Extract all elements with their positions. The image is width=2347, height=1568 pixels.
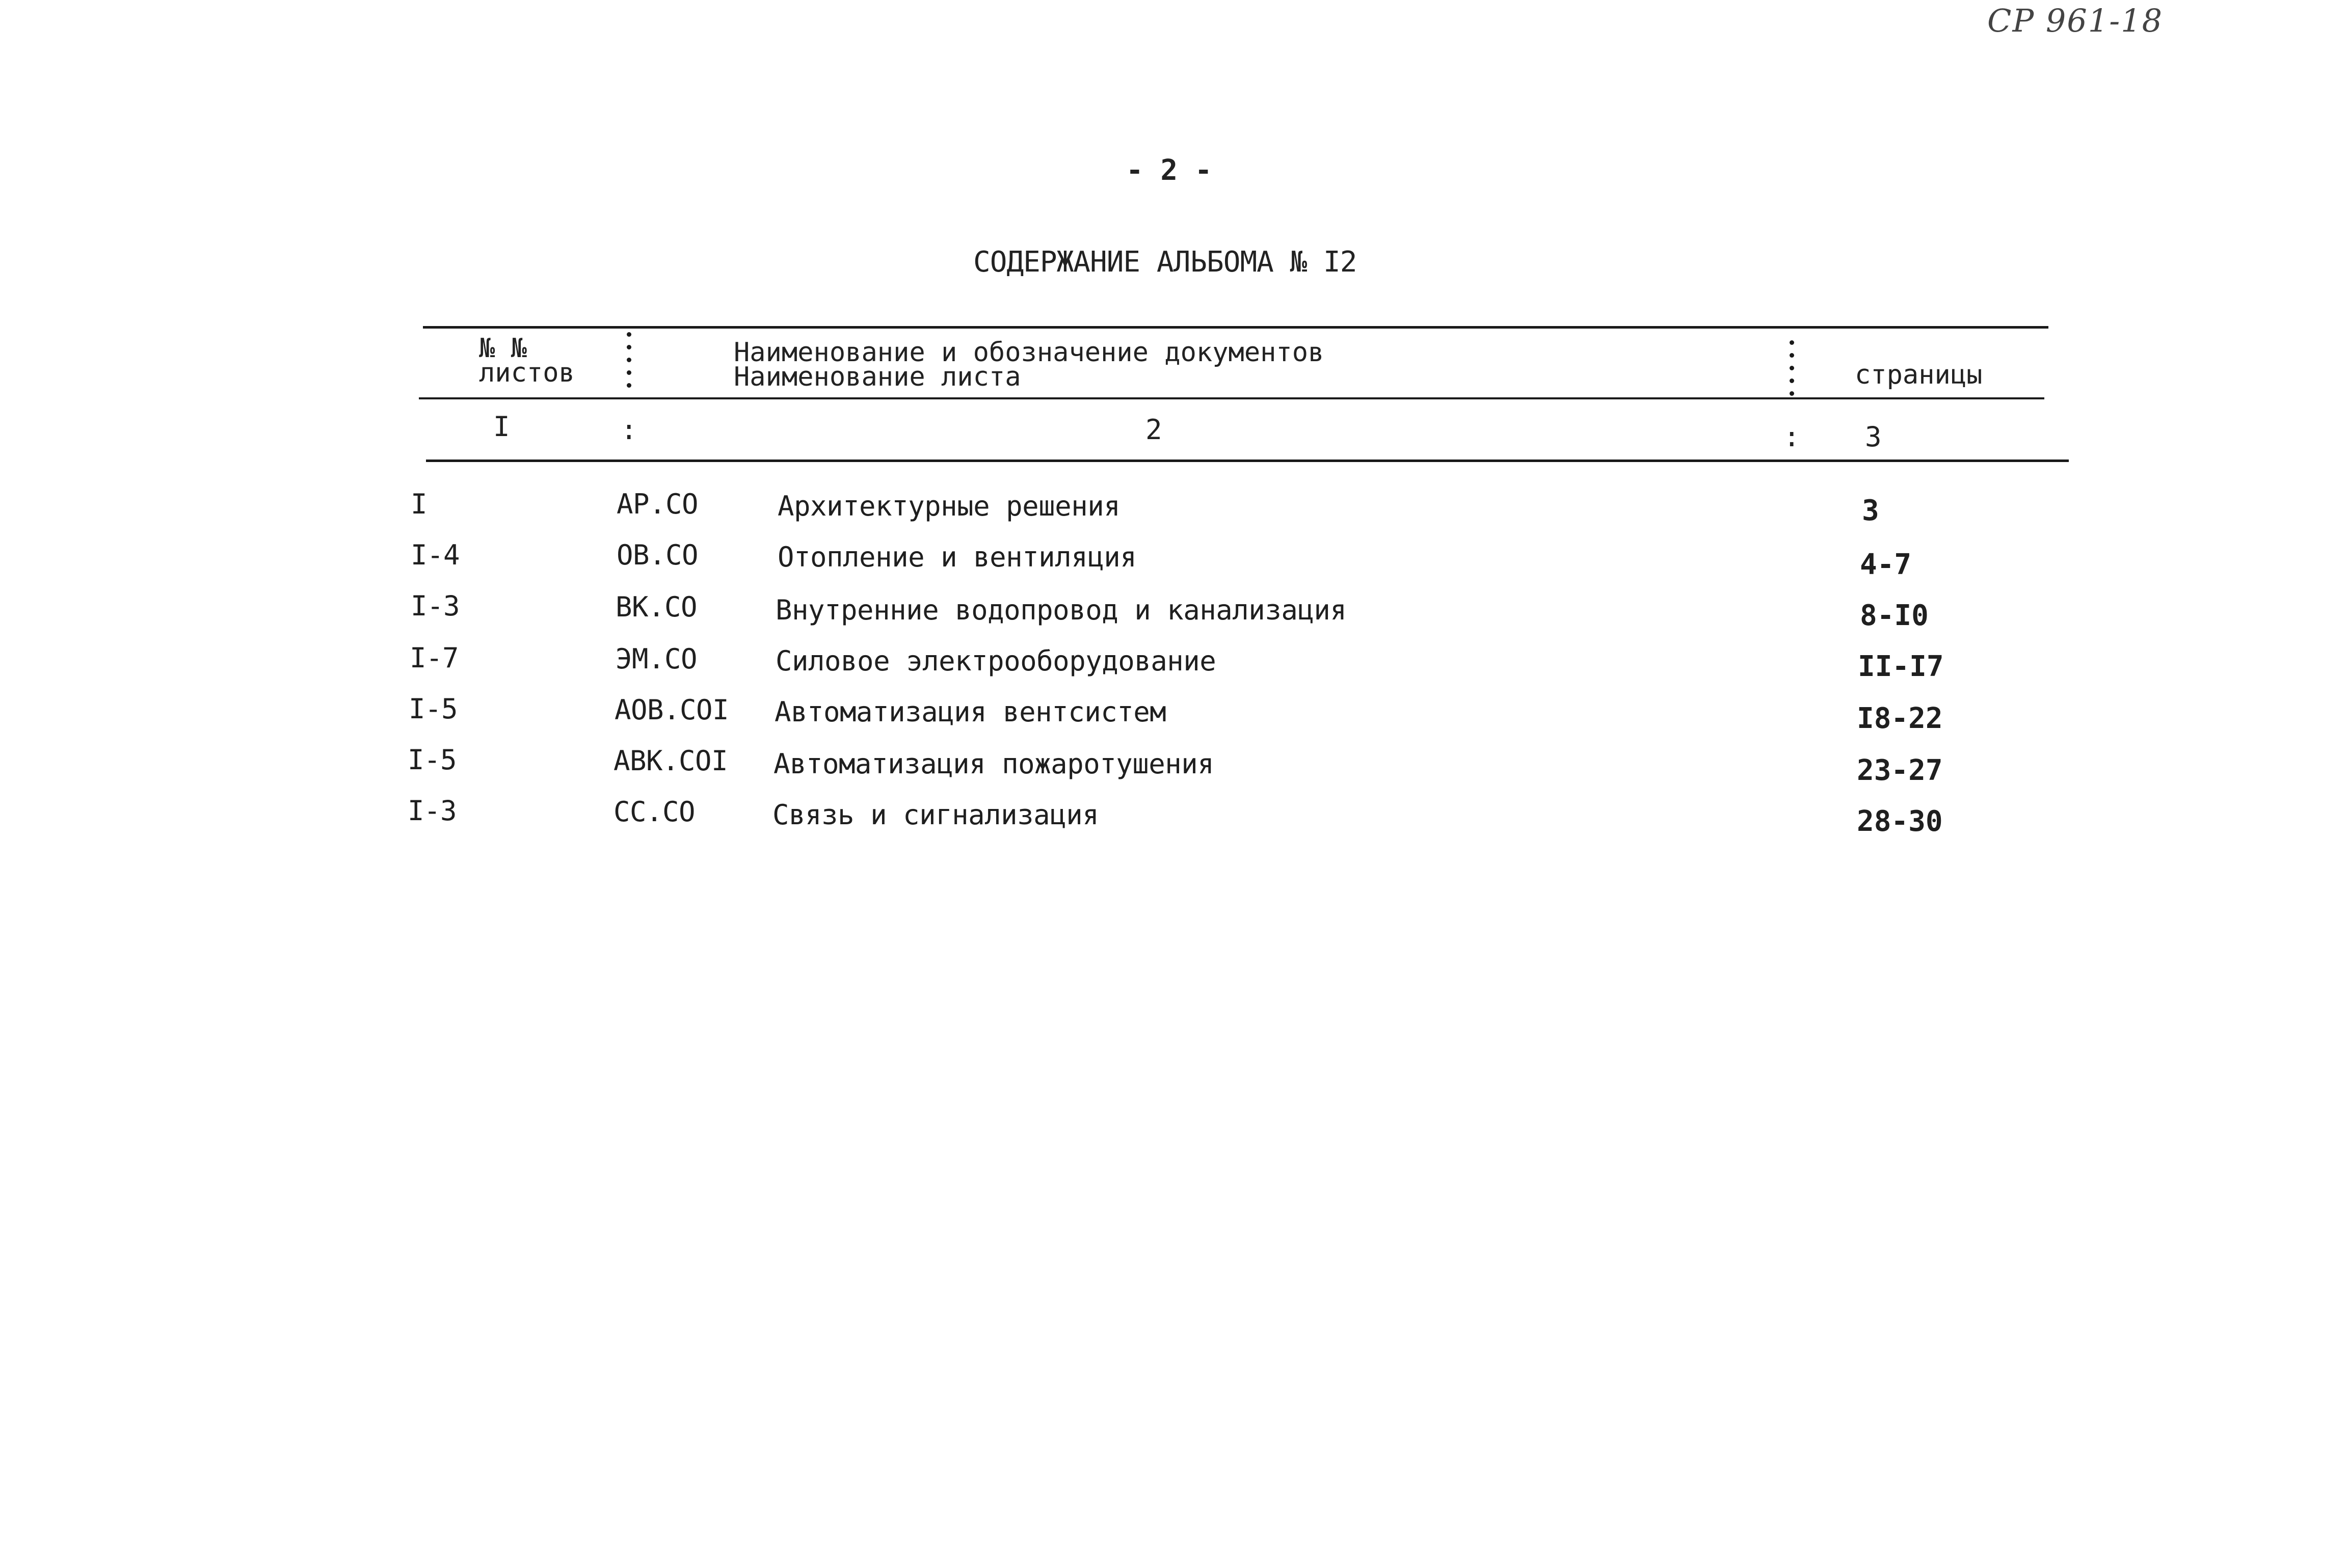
column-number-3: 3 xyxy=(1865,421,1882,453)
row-code: АР.СО xyxy=(617,488,699,520)
table-top-rule xyxy=(423,326,2048,329)
row-name: Внутренние водопровод и канализация xyxy=(776,594,1347,626)
row-name: Архитектурные решения xyxy=(778,490,1121,522)
row-name: Автоматизация пожаротушения xyxy=(774,748,1214,780)
row-pages: 4-7 xyxy=(1860,548,1912,581)
row-code: СС.СО xyxy=(614,796,696,828)
row-code: ЭМ.СО xyxy=(616,643,698,675)
header-pages: страницы xyxy=(1855,360,1983,390)
row-name: Автоматизация вентсистем xyxy=(775,696,1166,728)
column-numbers-bottom-rule xyxy=(426,459,2069,462)
row-sheets: I-4 xyxy=(411,539,460,571)
column-number-1: I xyxy=(493,411,510,443)
header-sheets-line2: листов xyxy=(479,358,575,388)
row-sheets: I xyxy=(411,488,428,520)
row-pages: 3 xyxy=(1862,494,1879,527)
row-sheets: I-5 xyxy=(408,744,457,776)
column-number-separator-2: : xyxy=(1783,421,1800,453)
document-title: СОДЕРЖАНИЕ АЛЬБОМА № I2 xyxy=(973,246,1357,279)
header-bottom-rule xyxy=(419,397,2044,399)
header-sheets-line1: № № xyxy=(479,333,527,364)
row-name: Связь и сигнализация xyxy=(772,799,1099,831)
row-sheets: I-3 xyxy=(411,590,460,622)
archive-stamp: СР 961-18 xyxy=(1987,2,2164,39)
column-number-separator-1: : xyxy=(621,414,637,446)
header-divider-2 xyxy=(1790,340,1795,404)
row-sheets: I-5 xyxy=(409,693,458,725)
row-code: ОВ.СО xyxy=(617,539,699,571)
row-code: АОВ.СОI xyxy=(615,694,729,726)
row-pages: 28-30 xyxy=(1857,805,1943,838)
column-number-2: 2 xyxy=(1145,414,1162,446)
header-document-name-line1: Наименование и обозначение документов xyxy=(734,337,1324,368)
row-name: Силовое электрооборудование xyxy=(776,645,1216,677)
row-sheets: I-3 xyxy=(408,795,457,827)
row-pages: 8-I0 xyxy=(1860,599,1929,632)
header-document-name xyxy=(734,337,1324,392)
row-name: Отопление и вентиляция xyxy=(778,541,1137,573)
row-code: ВК.СО xyxy=(616,591,698,623)
row-code: АВК.СОI xyxy=(614,745,728,777)
header-divider-1 xyxy=(627,332,632,396)
row-sheets: I-7 xyxy=(410,642,459,674)
row-pages: I8-22 xyxy=(1857,702,1943,735)
row-pages: 23-27 xyxy=(1857,754,1943,787)
header-document-name-line2: Наименование листа xyxy=(734,362,1021,392)
row-pages: II-I7 xyxy=(1858,650,1944,683)
header-sheets xyxy=(479,333,575,388)
page-number: - 2 - xyxy=(1126,154,1212,187)
